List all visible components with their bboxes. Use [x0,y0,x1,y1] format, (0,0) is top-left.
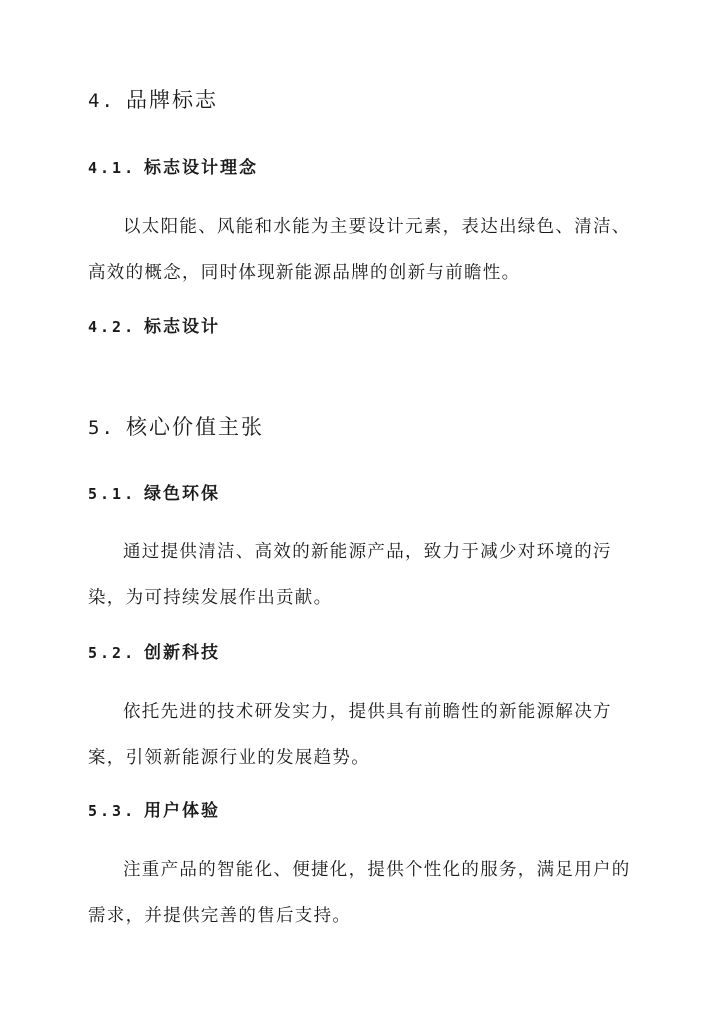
paragraph-5-2: 依托先进的技术研发实力，提供具有前瞻性的新能源解决方案，引领新能源行业的发展趋势。 [88,702,612,768]
paragraph-5-1: 通过提供清洁、高效的新能源产品，致力于减少对环境的污染，为可持续发展作出贡献。 [88,542,612,608]
subsection-title: 创新科技 [144,643,220,663]
section-heading-5 [88,417,264,438]
subsection-title: 标志设计 [144,317,220,337]
section-title: 核心价值主张 [126,415,264,439]
subsection-number: 5.3. [88,802,137,820]
section-number: 5. [88,417,115,439]
section-number: 4. [88,90,115,112]
subsection-title: 绿色环保 [144,484,220,504]
subsection-number: 5.1. [88,485,137,503]
subsection-heading-5-3 [88,803,220,820]
section-heading-4 [88,90,218,111]
subsection-heading-4-2 [88,319,220,336]
paragraph-5-3: 注重产品的智能化、便捷化，提供个性化的服务，满足用户的需求，并提供完善的售后支持。 [88,860,631,926]
subsection-number: 4.1. [88,159,137,177]
subsection-title: 用户体验 [144,801,220,821]
section-title: 品牌标志 [126,88,218,112]
subsection-number: 4.2. [88,318,137,336]
subsection-heading-5-2 [88,645,220,662]
subsection-heading-5-1 [88,486,220,503]
subsection-title: 标志设计理念 [144,158,258,178]
paragraph-4-1: 以太阳能、风能和水能为主要设计元素，表达出绿色、清洁、高效的概念，同时体现新能源品牌的创新与前瞻性。 [88,217,631,283]
subsection-number: 5.2. [88,644,137,662]
subsection-heading-4-1 [88,160,258,177]
